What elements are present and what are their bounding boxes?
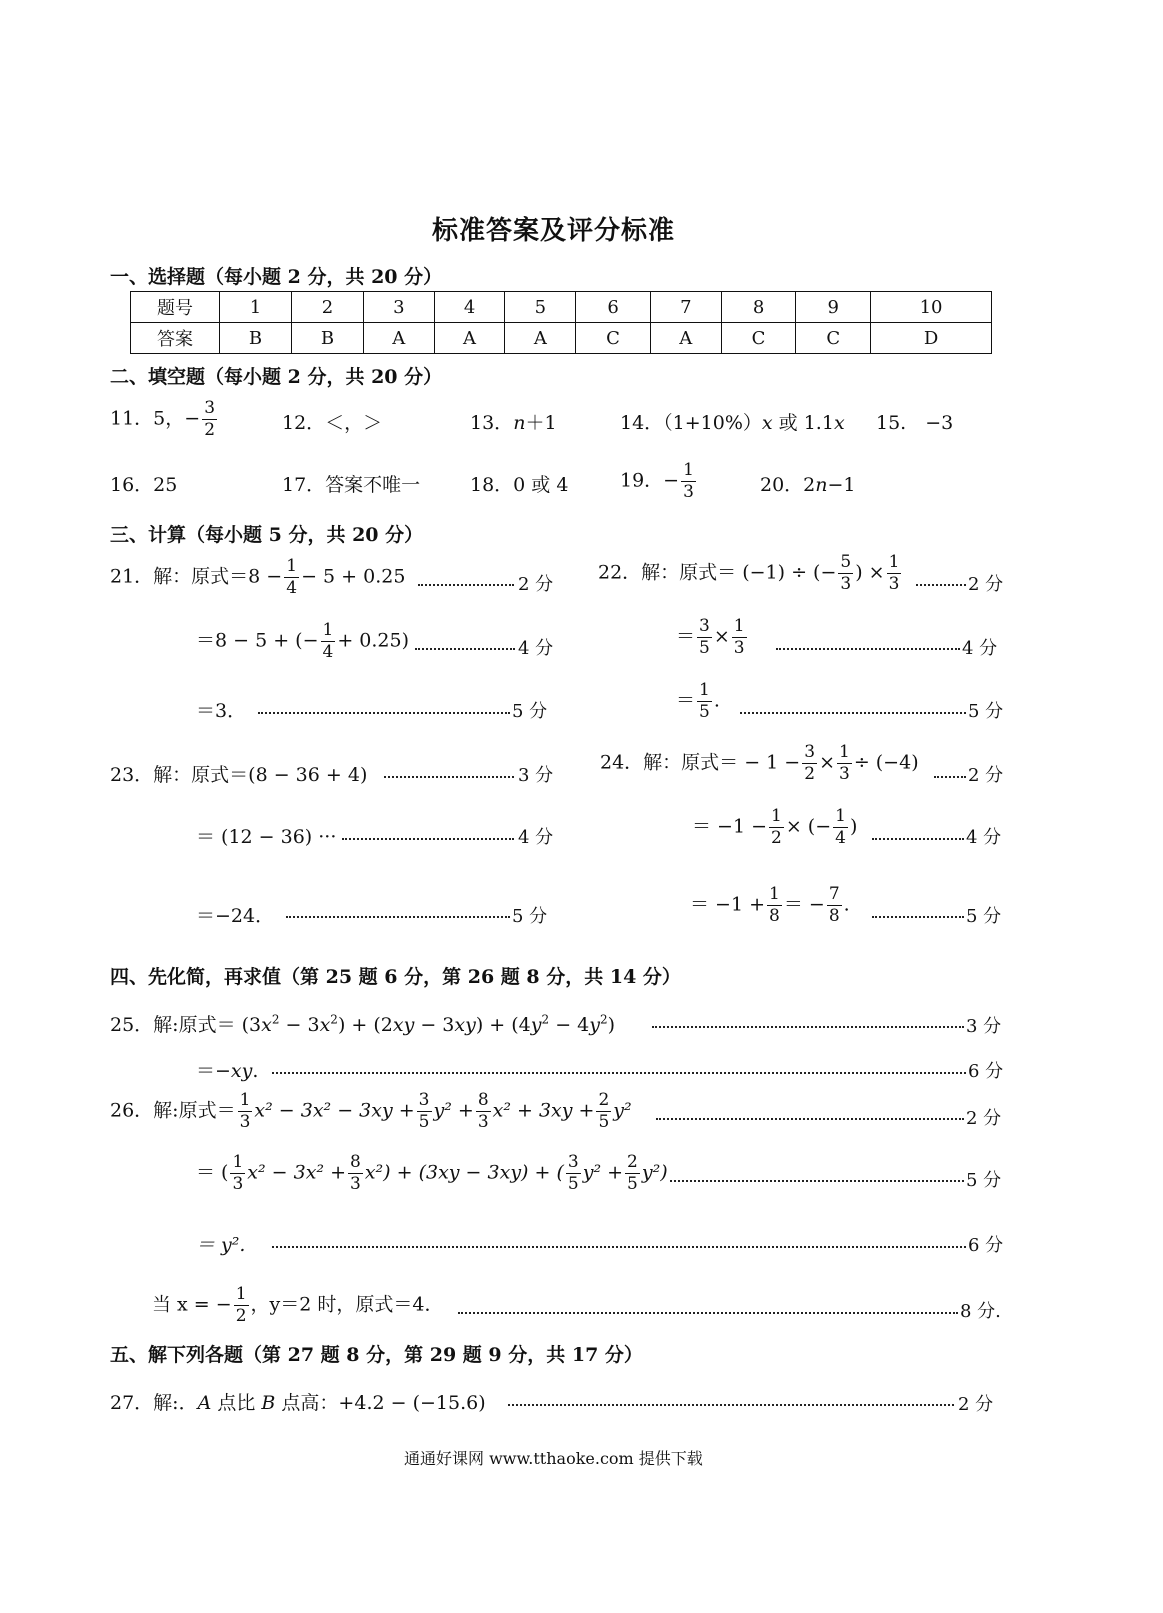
answer-q17: 17．答案不唯一	[282, 474, 421, 496]
q13-label: 13．	[470, 412, 514, 434]
denominator: 3	[838, 764, 850, 784]
row-label: 答案	[131, 323, 220, 354]
text: ＝	[676, 689, 696, 712]
dotted-leader	[872, 916, 964, 918]
q21-line2	[196, 620, 409, 663]
fraction	[827, 884, 842, 927]
score-mark: 4 分	[518, 638, 554, 659]
numerator: 2	[627, 1152, 638, 1172]
table-cell: A	[505, 323, 576, 354]
var: A	[197, 1392, 212, 1414]
text: ) + (4	[475, 1014, 531, 1036]
dotted-leader	[872, 838, 964, 840]
fraction	[417, 1090, 432, 1133]
text: 点高：+4.2 − (−15.6)	[275, 1392, 486, 1414]
text: − 4	[549, 1014, 590, 1036]
answer-q14	[620, 408, 845, 435]
score-mark: 5 分	[512, 701, 548, 722]
footer-source: 通通好课网 www.tthaoke.com 提供下载	[404, 1449, 703, 1468]
denominator: 2	[204, 420, 216, 440]
text: ，y＝2 时，原式＝4．	[250, 1293, 444, 1316]
dotted-leader	[776, 648, 960, 650]
score-mark: 6 分	[968, 1235, 1004, 1256]
score-mark: 5 分	[966, 906, 1002, 927]
table-cell: 10	[871, 292, 992, 323]
var: x	[261, 1014, 272, 1036]
numerator: 1	[683, 460, 694, 480]
table-cell: A	[363, 323, 434, 354]
score-mark: 4 分	[966, 827, 1002, 848]
q24-line1	[600, 742, 919, 785]
answer-q15: 15. −3	[876, 412, 954, 434]
numerator: 3	[567, 1152, 579, 1172]
denominator: 3	[888, 574, 900, 594]
text: 22．解：原式＝ (−1) ÷ (−	[598, 561, 837, 584]
denominator: 5	[699, 638, 710, 658]
score-mark: 5 分	[968, 701, 1004, 722]
answer-q12: 12．＜，＞	[282, 412, 383, 434]
var: xy	[230, 1060, 253, 1082]
q23-line3: ＝−24．	[196, 905, 275, 927]
dotted-leader	[286, 916, 510, 918]
numerator: 1	[888, 552, 900, 572]
page-title: 标准答案及评分标准	[432, 216, 676, 246]
text: )	[849, 815, 858, 838]
text: x² − 3x² +	[247, 1161, 346, 1184]
score-mark: 3 分	[518, 765, 554, 786]
answer-q11	[110, 398, 219, 441]
denominator: 5	[699, 702, 710, 722]
table-cell: A	[434, 323, 505, 354]
answer-q18: 18．0 或 4	[470, 474, 569, 496]
numerator: 3	[204, 398, 216, 418]
var: y	[589, 1014, 600, 1036]
fraction	[596, 1090, 611, 1133]
table-cell: 8	[721, 292, 796, 323]
numerator: 1	[232, 1152, 244, 1172]
numerator: 2	[598, 1090, 610, 1110]
numerator: 1	[322, 620, 334, 640]
answer-q19	[620, 460, 698, 503]
score-mark: 2 分	[958, 1394, 994, 1415]
fraction	[230, 1152, 245, 1195]
numerator: 1	[838, 742, 850, 762]
q24-line3	[690, 884, 850, 927]
var: xy	[454, 1014, 476, 1036]
table-cell: 2	[291, 292, 363, 323]
text: y²	[613, 1099, 632, 1122]
text: − 5 + 0.25	[301, 565, 406, 588]
var: n	[815, 474, 828, 496]
denominator: 5	[418, 1112, 430, 1132]
dotted-leader	[670, 1180, 964, 1182]
fraction	[566, 1152, 581, 1195]
text: − 3	[279, 1014, 320, 1036]
text: 26．解:原式＝	[110, 1099, 236, 1122]
dotted-leader	[916, 584, 966, 586]
q25-line2	[196, 1056, 258, 1083]
exponent: 2	[599, 1012, 608, 1027]
numerator: 7	[828, 884, 840, 904]
text: .	[843, 893, 850, 916]
text: )	[607, 1014, 616, 1036]
text: x² + 3xy +	[492, 1099, 595, 1122]
var: x	[833, 412, 845, 434]
text: ＝ −1 −	[692, 815, 768, 838]
table-cell: A	[650, 323, 721, 354]
table-cell: 5	[505, 292, 576, 323]
fraction	[837, 742, 852, 785]
denominator: 2	[804, 764, 816, 784]
fraction	[769, 806, 784, 849]
q26-line4	[152, 1284, 443, 1327]
text: ÷ (−4)	[853, 751, 919, 774]
denominator: 4	[835, 828, 846, 848]
table-cell: C	[576, 323, 651, 354]
fraction	[697, 616, 712, 659]
table-cell: 7	[650, 292, 721, 323]
dotted-leader	[458, 1312, 958, 1314]
text: ＝ −1 +	[690, 893, 766, 916]
q26-line2	[196, 1152, 668, 1195]
answer-q20	[760, 470, 856, 497]
denominator: 5	[567, 1174, 579, 1194]
fraction	[625, 1152, 640, 1195]
denominator: 8	[769, 906, 780, 926]
denominator: 2	[235, 1306, 247, 1326]
section-heading-calc: 三、计算（每小题 5 分，共 20 分）	[110, 524, 424, 546]
section-heading-choice: 一、选择题（每小题 2 分，共 20 分）	[110, 266, 443, 288]
q11-label: 11．5，−	[110, 407, 201, 430]
table-cell: B	[291, 323, 363, 354]
text: 21．解：原式＝8 −	[110, 565, 283, 588]
dotted-leader	[740, 712, 966, 714]
fraction	[887, 552, 902, 595]
text: y² +	[433, 1099, 474, 1122]
dotted-leader	[272, 1072, 966, 1074]
text: 25．解:原式＝ (3	[110, 1014, 262, 1036]
q23-line2: ＝ (12 − 36) ···	[196, 826, 337, 848]
numerator: 5	[840, 552, 852, 572]
text: 当 x = −	[152, 1293, 232, 1316]
q20-rest: −1	[827, 474, 856, 496]
fraction	[833, 806, 848, 849]
q27-line1	[110, 1388, 486, 1415]
denominator: 3	[232, 1174, 244, 1194]
denominator: 3	[733, 638, 745, 658]
dotted-leader	[258, 712, 510, 714]
q23-line1: 23．解：原式＝(8 − 36 + 4)	[110, 764, 368, 786]
row-label: 题号	[131, 292, 220, 323]
fraction	[732, 616, 747, 659]
text: y²)	[641, 1161, 668, 1184]
numerator: 1	[235, 1284, 247, 1304]
denominator: 2	[771, 828, 782, 848]
dotted-leader	[415, 648, 515, 650]
q14-b: 或 1.1	[772, 412, 834, 434]
score-mark: 4 分	[518, 827, 554, 848]
dotted-leader	[342, 838, 514, 840]
q24-line2	[692, 806, 857, 849]
fraction	[681, 460, 696, 503]
table-cell: 4	[434, 292, 505, 323]
numerator: 8	[477, 1090, 489, 1110]
var: y	[530, 1014, 542, 1036]
score-mark: 8 分.	[960, 1301, 1001, 1322]
dotted-leader	[508, 1404, 954, 1406]
q14-a: 14．（1+10%）	[620, 412, 762, 434]
text: ＝ −	[783, 893, 825, 916]
denominator: 4	[322, 642, 334, 662]
dotted-leader	[934, 776, 966, 778]
q25-line1	[110, 1010, 615, 1037]
denominator: 3	[239, 1112, 251, 1132]
dotted-leader	[384, 776, 514, 778]
numerator: 1	[239, 1090, 251, 1110]
numerator: 1	[733, 616, 745, 636]
text: ×	[819, 751, 835, 774]
table-cell: C	[721, 323, 796, 354]
score-mark: 3 分	[966, 1016, 1002, 1037]
text: ) + (2	[337, 1014, 393, 1036]
fraction	[767, 884, 782, 927]
text: .	[252, 1060, 259, 1082]
q22-line2	[676, 616, 749, 659]
q13-rest: ＋1	[525, 412, 557, 434]
answer-q16: 16．25	[110, 474, 178, 496]
text: × (−	[785, 815, 832, 838]
text: ＝	[676, 625, 696, 648]
section-heading-fill: 二、填空题（每小题 2 分，共 20 分）	[110, 366, 443, 388]
score-mark: 2 分	[518, 574, 554, 595]
text: ) ×	[855, 561, 885, 584]
score-mark: 4 分	[962, 638, 998, 659]
numerator: 8	[350, 1152, 361, 1172]
q20-label: 20．2	[760, 474, 816, 496]
text: ＝8 − 5 + (−	[196, 629, 319, 652]
denominator: 3	[350, 1174, 361, 1194]
table-cell: C	[796, 323, 871, 354]
text: y² +	[582, 1161, 624, 1184]
text: 点比	[211, 1392, 262, 1414]
fraction	[321, 620, 336, 663]
text: − 3	[414, 1014, 455, 1036]
denominator: 5	[627, 1174, 638, 1194]
dotted-leader	[656, 1118, 964, 1120]
table-cell: 6	[576, 292, 651, 323]
text: x²) + (3xy − 3xy) + (	[364, 1161, 564, 1184]
exponent: 2	[271, 1012, 280, 1027]
dotted-leader	[418, 584, 514, 586]
answer-table	[130, 291, 992, 354]
score-mark: 5 分	[966, 1170, 1002, 1191]
text: 27．解:．	[110, 1392, 198, 1414]
var: x	[761, 412, 773, 434]
denominator: 4	[286, 578, 298, 598]
fraction	[284, 556, 299, 599]
table-row	[131, 292, 992, 323]
text: .	[713, 689, 720, 712]
numerator: 1	[699, 680, 710, 700]
section-heading-simplify: 四、先化简，再求值（第 25 题 6 分，第 26 题 8 分，共 14 分）	[110, 966, 681, 988]
fraction	[476, 1090, 491, 1133]
denominator: 3	[683, 482, 694, 502]
score-mark: 2 分	[966, 1108, 1002, 1129]
numerator: 3	[804, 742, 816, 762]
score-mark: 5 分	[512, 906, 548, 927]
var: B	[261, 1392, 276, 1414]
table-row	[131, 323, 992, 354]
var: x	[319, 1014, 331, 1036]
denominator: 3	[477, 1112, 489, 1132]
text: ＝ (	[196, 1161, 229, 1184]
q21-line3: ＝3．	[196, 700, 247, 722]
text: + 0.25)	[337, 629, 410, 652]
score-mark: 2 分	[968, 574, 1004, 595]
numerator: 1	[286, 556, 298, 576]
q22-line1	[598, 552, 903, 595]
table-cell: D	[871, 323, 992, 354]
table-cell: B	[220, 323, 292, 354]
fraction	[697, 680, 712, 723]
denominator: 5	[598, 1112, 610, 1132]
fraction	[234, 1284, 249, 1327]
q21-line1	[110, 556, 405, 599]
table-cell: 3	[363, 292, 434, 323]
score-mark: 6 分	[968, 1061, 1004, 1082]
numerator: 3	[418, 1090, 430, 1110]
text: x² − 3x² − 3xy +	[254, 1099, 415, 1122]
text: ＝−	[196, 1060, 231, 1082]
numerator: 3	[699, 616, 710, 636]
score-mark: 2 分	[968, 765, 1004, 786]
answer-q13	[470, 408, 557, 435]
dotted-leader	[652, 1026, 964, 1028]
text: 24．解：原式＝ − 1 −	[600, 751, 801, 774]
q26-line1	[110, 1090, 632, 1133]
fraction	[802, 742, 817, 785]
numerator: 1	[835, 806, 846, 826]
exponent: 2	[330, 1012, 338, 1027]
q26-line3: ＝ y².	[196, 1234, 246, 1256]
fraction	[202, 398, 217, 441]
section-heading-solve: 五、解下列各题（第 27 题 8 分，第 29 题 9 分，共 17 分）	[110, 1344, 643, 1366]
dotted-leader	[272, 1246, 966, 1248]
exponent: 2	[541, 1012, 550, 1027]
fraction	[348, 1152, 363, 1195]
fraction	[838, 552, 853, 595]
var: xy	[392, 1014, 415, 1036]
q19-label: 19．−	[620, 469, 680, 492]
numerator: 1	[771, 806, 782, 826]
table-cell: 1	[220, 292, 292, 323]
denominator: 8	[828, 906, 840, 926]
var: n	[513, 412, 526, 434]
table-cell: 9	[796, 292, 871, 323]
fraction	[238, 1090, 253, 1133]
text: ×	[713, 625, 730, 648]
numerator: 1	[769, 884, 780, 904]
denominator: 3	[840, 574, 852, 594]
q22-line3	[676, 680, 720, 723]
